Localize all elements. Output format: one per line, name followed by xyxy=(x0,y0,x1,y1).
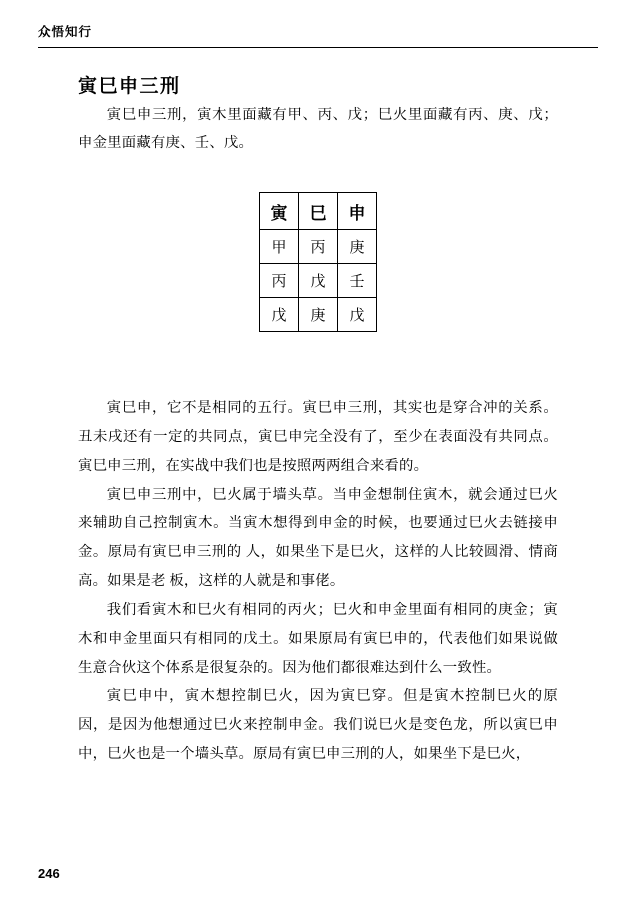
page-content xyxy=(78,62,558,769)
table-cell: 丙 xyxy=(260,264,299,298)
table-cell: 戊 xyxy=(299,264,338,298)
sanxing-table xyxy=(259,192,377,332)
paragraph-3: 寅巳申三刑中，巳火属于墙头草。当申金想制住寅木，就会通过巳火来辅助自己控制寅木。当寅木想得到申金的时候，也要通过巳火去链接申金。原局有寅巳申三刑的 人，如果坐下是巳火，这样的人比较圆滑、情商高。如果是老 板，这样的人就是和事佬。 xyxy=(78,486,558,590)
header-divider xyxy=(38,47,598,48)
table-cell: 丙 xyxy=(299,230,338,264)
table-cell: 庚 xyxy=(338,230,377,264)
table-header-cell: 巳 xyxy=(299,193,338,230)
table-cell: 甲 xyxy=(260,230,299,264)
table-row xyxy=(260,264,377,298)
table-row xyxy=(260,230,377,264)
page-number: 246 xyxy=(38,866,60,881)
table-cell: 壬 xyxy=(338,264,377,298)
table-header-row xyxy=(260,193,377,230)
paragraph-4: 我们看寅木和巳火有相同的丙火；巳火和申金里面有相同的庚金；寅木和申金里面只有相同的戊土。如果原局有寅巳申的，代表他们如果说做生意合伙这个体系是很复杂的。因为他们都很难达到什么一致性。 xyxy=(78,601,558,676)
table-header-cell: 申 xyxy=(338,193,377,230)
table-cell: 戊 xyxy=(338,298,377,332)
table-cell: 戊 xyxy=(260,298,299,332)
table-cell: 庚 xyxy=(299,298,338,332)
sanxing-table-wrapper xyxy=(78,192,558,332)
running-header: 众悟知行 xyxy=(38,25,93,39)
paragraph-2: 寅巳申，它不是相同的五行。寅巳申三刑，其实也是穿合冲的关系。丑未戌还有一定的共同点，寅巳申完全没有了，至少在表面没有共同点。寅巳申三刑，在实战中我们也是按照两两组合来看的。 xyxy=(78,400,558,474)
paragraph-1: 寅巳申三刑，寅木里面藏有甲、丙、戊；巳火里面藏有丙、庚、戊；申金里面藏有庚、壬、戊。 xyxy=(78,106,558,152)
table-row xyxy=(260,298,377,332)
page-title: 寅巳申三刑 xyxy=(78,76,181,97)
paragraph-5: 寅巳申中，寅木想控制巳火，因为寅巳穿。但是寅木控制巳火的原因，是因为他想通过巳火来控制申金。我们说巳火是变色龙，所以寅巳申中，巳火也是一个墙头草。原局有寅巳申三刑的人，如果坐下是巳火， xyxy=(78,688,558,762)
table-header-cell: 寅 xyxy=(260,193,299,230)
